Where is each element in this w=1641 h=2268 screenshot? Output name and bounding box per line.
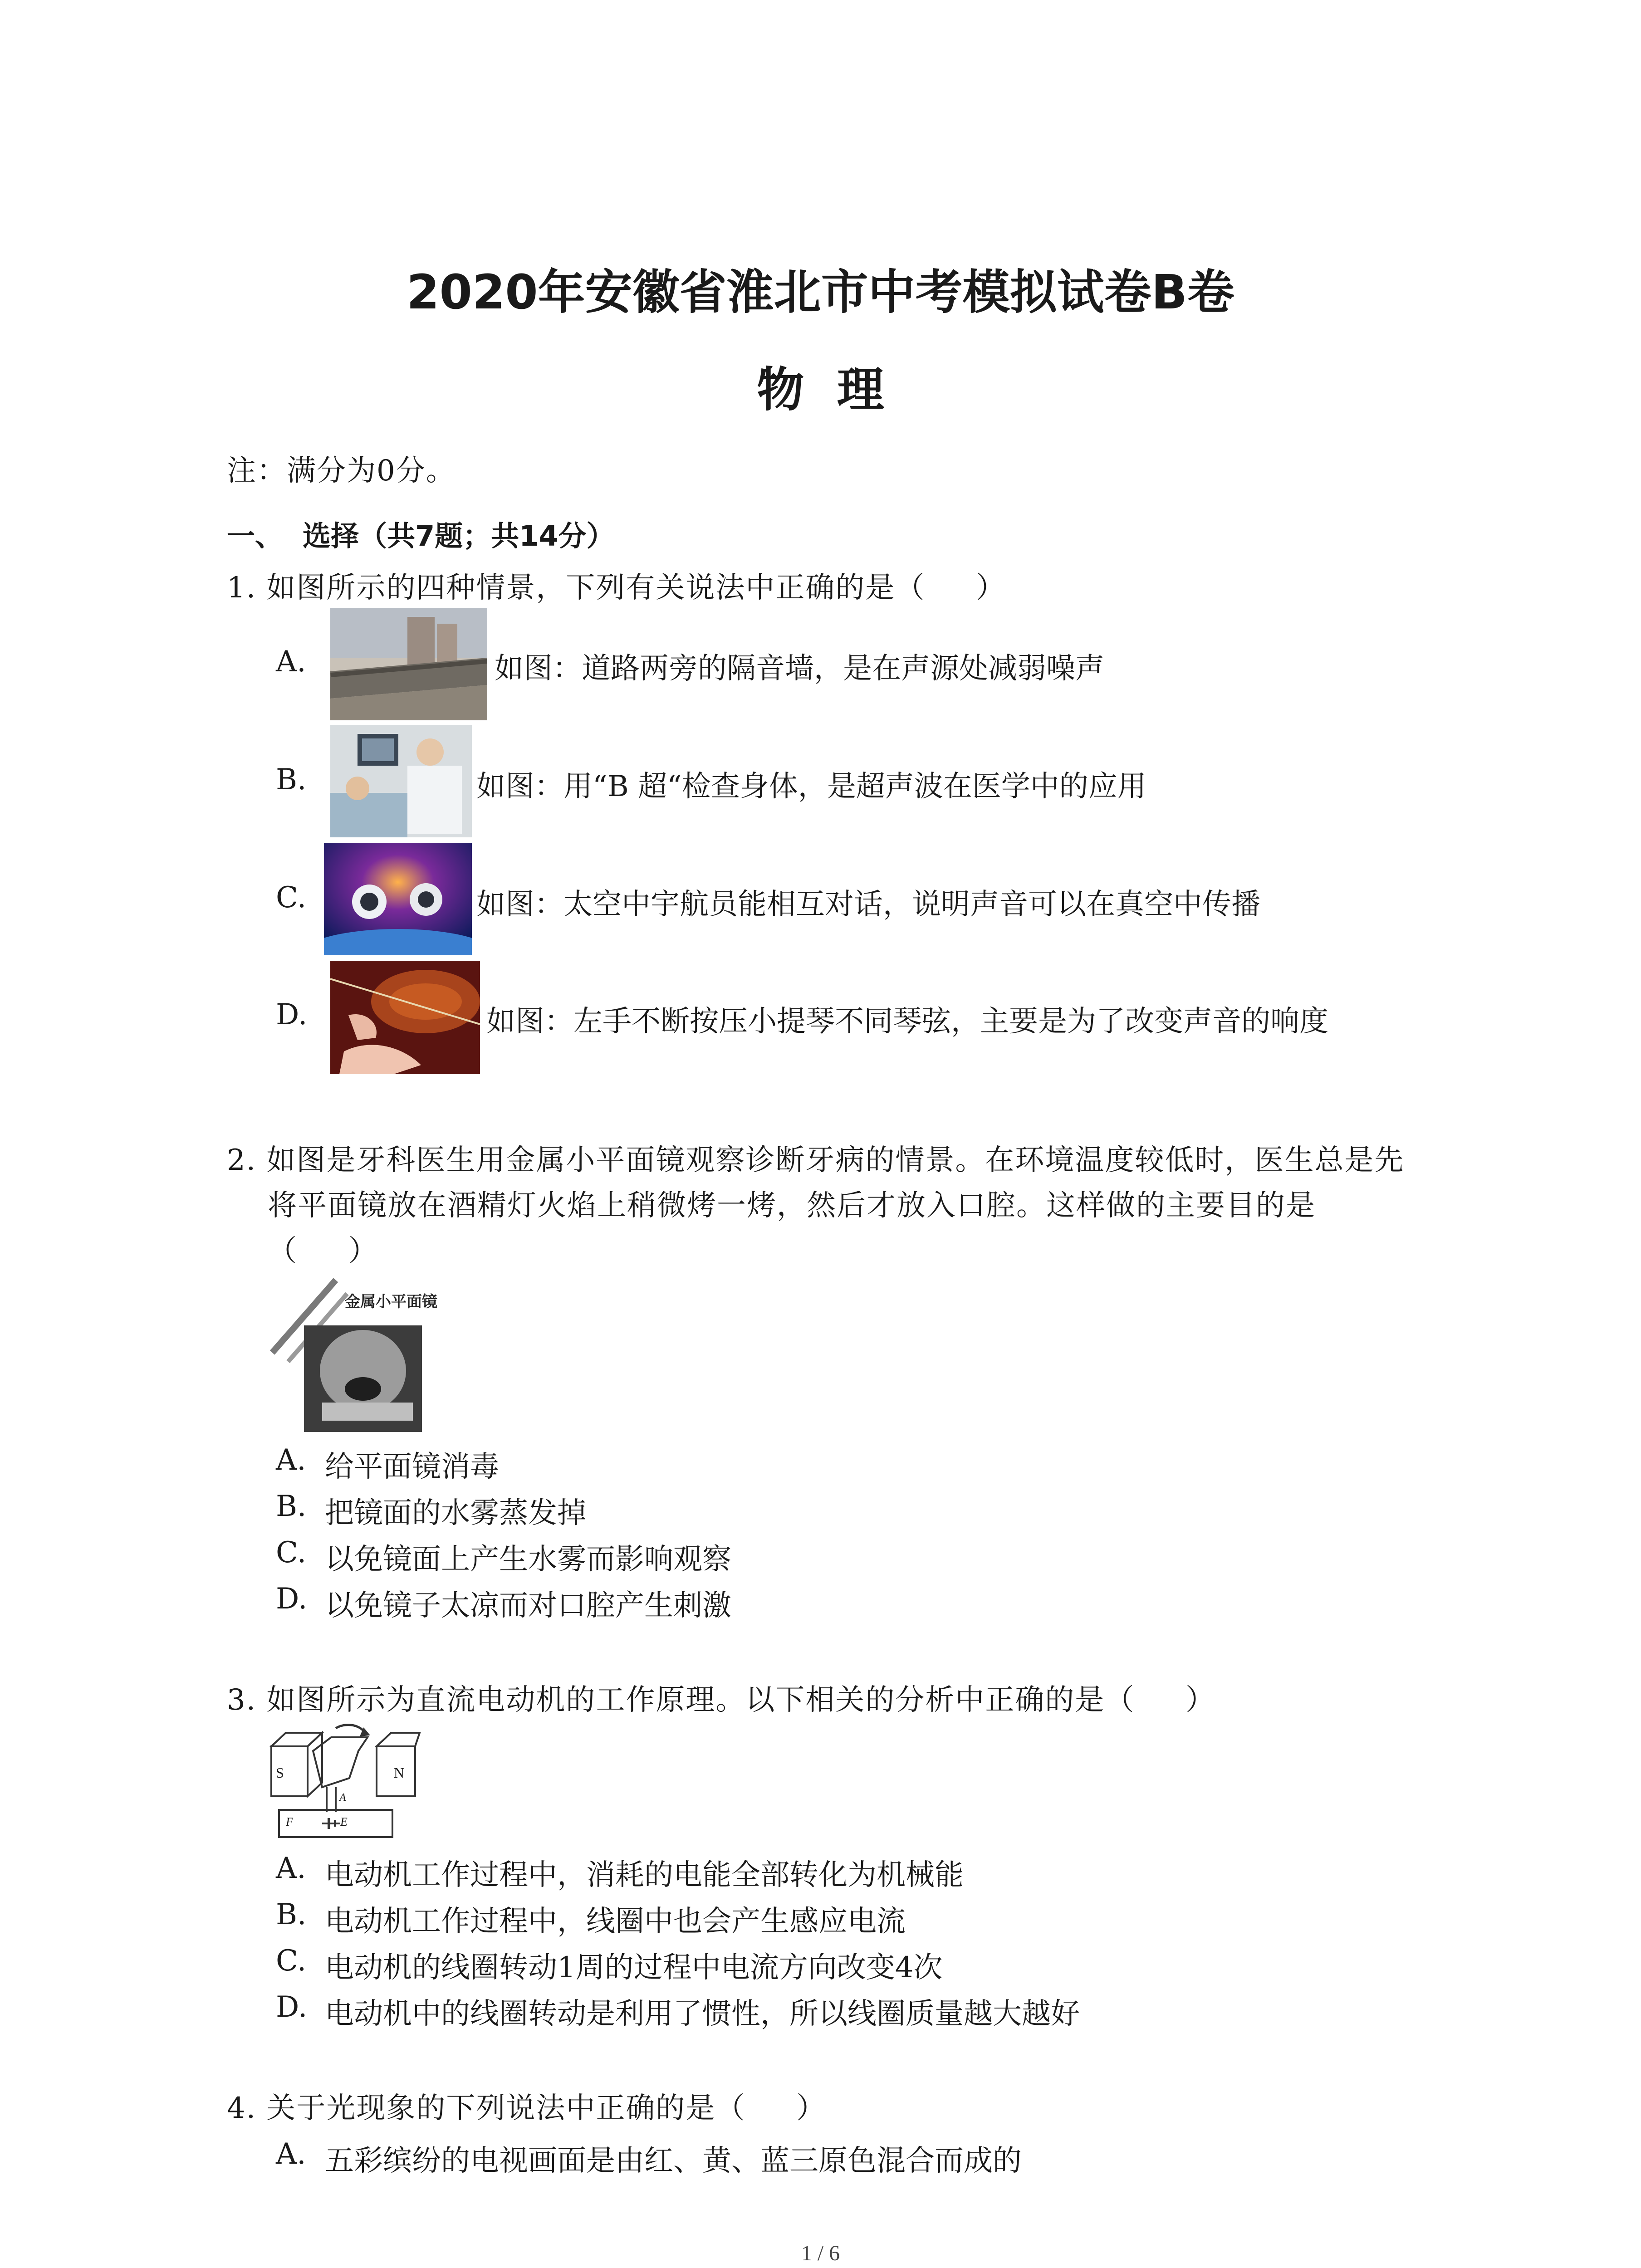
- motor-label-n: N: [394, 1765, 405, 1781]
- motor-label-e: E: [340, 1815, 348, 1828]
- q3-option-a-text: 电动机工作过程中，消耗的电能全部转化为机械能: [325, 1858, 964, 1892]
- q4-stem: 4. 关于光现象的下列说法中正确的是（ ）: [227, 2092, 827, 2125]
- dc-motor-diagram: [268, 1719, 422, 1842]
- dental-mirror-photo: [268, 1276, 467, 1432]
- b-ultrasound-photo: [330, 725, 472, 837]
- violin-photo: [330, 961, 480, 1074]
- q2-option-a-text: 给平面镜消毒: [325, 1450, 499, 1484]
- q3-option-a-letter: A.: [276, 1852, 306, 1885]
- q1-option-d-letter: D.: [276, 998, 308, 1031]
- astronauts-photo: [324, 843, 472, 955]
- q2-stem-line-2: 将平面镜放在酒精灯火焰上稍微烤一烤，然后才放入口腔。这样做的主要目的是: [268, 1189, 1316, 1222]
- page-number: 1 / 6: [801, 2241, 840, 2265]
- q2-option-d-letter: D.: [276, 1582, 308, 1616]
- q1-option-a-text: 如图：道路两旁的隔音墙，是在声源处减弱噪声: [495, 652, 1104, 685]
- dental-mirror-label: 金属小平面镜: [345, 1293, 437, 1311]
- motor-label-f: F: [286, 1815, 293, 1828]
- q2-stem-line-3: （ ）: [268, 1234, 378, 1268]
- q2-option-d-text: 以免镜子太凉而对口腔产生刺激: [325, 1589, 731, 1623]
- q2-option-c-letter: C.: [276, 1536, 307, 1569]
- q1-option-a-letter: A.: [276, 645, 306, 679]
- q3-option-d-text: 电动机中的线圈转动是利用了惯性，所以线圈质量越大越好: [325, 1997, 1080, 2031]
- q2-option-b-text: 把镜面的水雾蒸发掉: [325, 1496, 586, 1530]
- score-note: 注：满分为0分。: [227, 454, 456, 488]
- q4-option-a-text: 五彩缤纷的电视画面是由红、黄、蓝三原色混合而成的: [325, 2144, 1022, 2178]
- q1-option-b-text: 如图：用“B 超“检查身体，是超声波在医学中的应用: [476, 770, 1146, 803]
- motor-label-s: S: [276, 1765, 284, 1781]
- q1-option-c-text: 如图：太空中宇航员能相互对话，说明声音可以在真空中传播: [476, 888, 1260, 921]
- q3-option-b-letter: B.: [276, 1898, 307, 1931]
- q1-option-d-text: 如图：左手不断按压小提琴不同琴弦，主要是为了改变声音的响度: [486, 1005, 1328, 1038]
- exam-title: 2020年安徽省淮北市中考模拟试卷B卷: [407, 264, 1234, 320]
- q1-stem: 1. 如图所示的四种情景，下列有关说法中正确的是（ ）: [227, 571, 1006, 605]
- sound-barrier-photo: [330, 608, 487, 720]
- section-heading: 一、 选择（共7题；共14分）: [227, 519, 615, 552]
- q3-option-c-letter: C.: [276, 1944, 307, 1978]
- q2-option-c-text: 以免镜面上产生水雾而影响观察: [325, 1543, 731, 1576]
- q4-option-a-letter: A.: [276, 2137, 306, 2171]
- q3-option-c-text: 电动机的线圈转动1周的过程中电流方向改变4次: [325, 1951, 943, 1984]
- motor-label-a: A: [339, 1792, 346, 1804]
- subject-title: 物 理: [757, 362, 884, 417]
- q1-option-b-letter: B.: [276, 763, 307, 797]
- q3-option-d-letter: D.: [276, 1990, 308, 2024]
- q3-option-b-text: 电动机工作过程中，线圈中也会产生感应电流: [325, 1905, 906, 1938]
- q3-stem: 3. 如图所示为直流电动机的工作原理。以下相关的分析中正确的是（ ）: [227, 1683, 1216, 1717]
- q2-option-a-letter: A.: [276, 1443, 306, 1477]
- q2-option-b-letter: B.: [276, 1490, 307, 1523]
- q2-stem-line-1: 2. 如图是牙科医生用金属小平面镜观察诊断牙病的情景。在环境温度较低时，医生总是先: [227, 1144, 1405, 1177]
- q1-option-c-letter: C.: [276, 881, 307, 914]
